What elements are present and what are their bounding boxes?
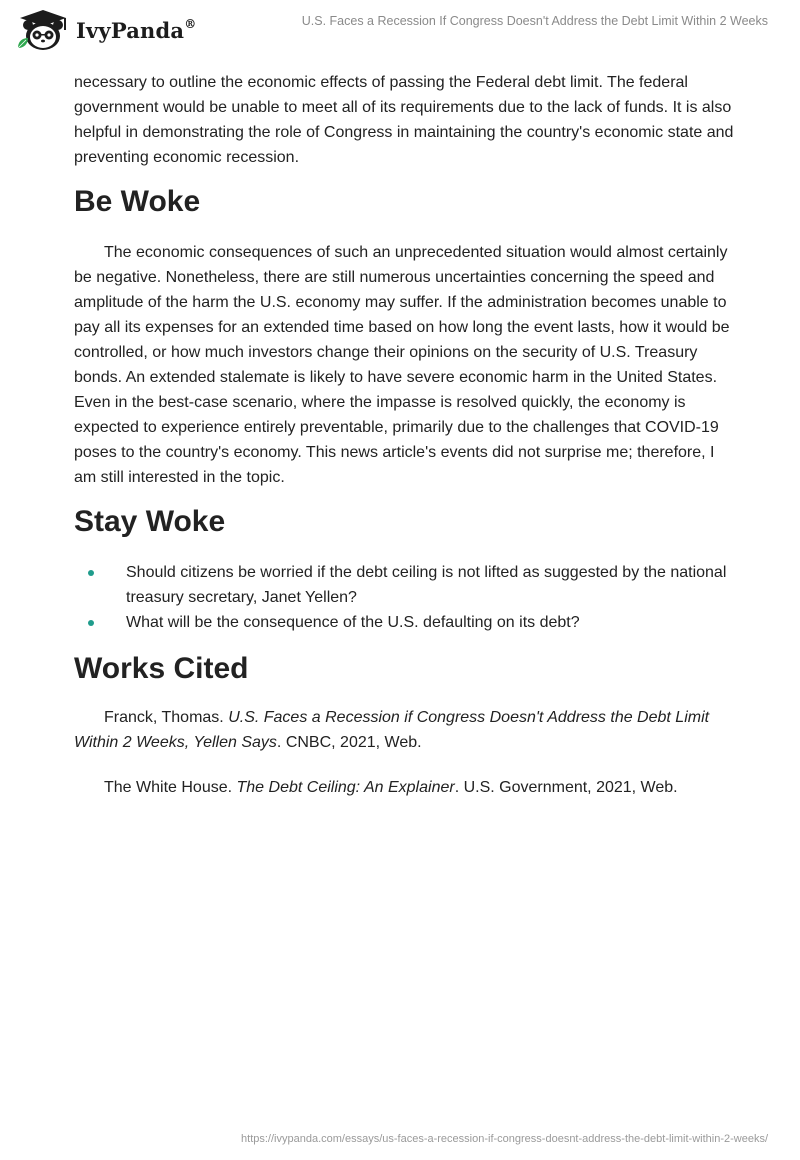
- bullet-dot-icon: [88, 620, 94, 626]
- citation-details: . U.S. Government, 2021, Web.: [454, 779, 678, 796]
- question-list: [74, 560, 734, 635]
- intro-paragraph: necessary to outline the economic effects of passing the Federal debt limit. The federal government would be unable to meet all of its requirements due to the lack of funds. It is also helpful in demonstrating the role of Congress in maintaining the country's economic state and preventing economic recession.: [74, 74, 734, 166]
- list-item: [74, 610, 734, 635]
- document-title: U.S. Faces a Recession If Congress Doesn't Address the Debt Limit Within 2 Weeks: [301, 14, 768, 28]
- heading-works-cited: Works Cited: [74, 652, 249, 685]
- list-item-text: Should citizens be worried if the debt ceiling is not lifted as suggested by the national treasury secretary, Janet Yellen?: [126, 564, 727, 606]
- bullet-dot-icon: [88, 570, 94, 576]
- be-woke-paragraph: The economic consequences of such an unprecedented situation would almost certainly be negative. Nonetheless, there are still numerous uncertainties concerning the speed and amplitude of the harm the U.S. economy may suffer. If the administration becomes unable to pay all its expenses for an extended time based on how long the event lasts, how it would be controlled, or how much investors change their opinions on the security of U.S. Treasury bonds. An extended stalemate is likely to have severe economic harm in the United States. Even in the best-case scenario, where the impasse is resolved quickly, the economy is expected to experience entirely preventable, primarily due to the challenges that COVID-19 poses to the country's economy. This news article's events did not surprise me; therefore, I am still interested in the topic.: [74, 244, 730, 486]
- registered-mark: ®: [184, 16, 197, 31]
- list-item-text: What will be the consequence of the U.S. defaulting on its debt?: [126, 614, 580, 631]
- page-header: [0, 0, 800, 60]
- citation-title: The Debt Ceiling: An Explainer: [236, 779, 455, 796]
- source-url-link[interactable]: https://ivypanda.com/essays/us-faces-a-recession-if-congress-doesnt-address-the-debt-limit-within-2-weeks/: [241, 1133, 768, 1145]
- citation-details: . CNBC, 2021, Web.: [276, 734, 422, 751]
- ivypanda-logo[interactable]: [14, 8, 196, 52]
- panda-logo-icon: [14, 8, 72, 52]
- citation-author: Franck, Thomas.: [104, 709, 229, 726]
- essay-body: [74, 70, 734, 820]
- heading-be-woke: Be Woke: [74, 185, 201, 218]
- list-item: [74, 560, 734, 610]
- citation-title: U.S. Faces a Recession if Congress Doesn't Address the Debt Limit Within 2 Weeks, Yellen Says: [74, 709, 710, 751]
- brand-text: IvyPanda: [76, 17, 185, 43]
- citation-entry: [74, 705, 734, 755]
- citation-entry: [74, 775, 734, 800]
- brand-name: [76, 18, 196, 43]
- citation-author: The White House.: [104, 779, 237, 796]
- heading-stay-woke: Stay Woke: [74, 505, 226, 538]
